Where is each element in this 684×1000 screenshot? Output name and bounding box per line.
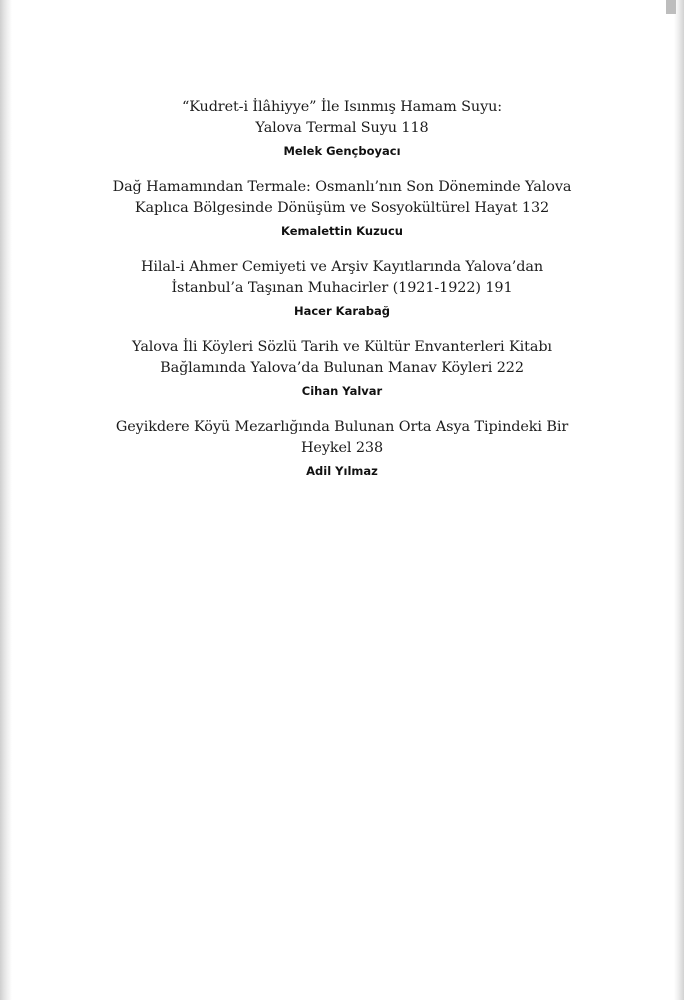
toc-entry xyxy=(70,337,614,399)
toc-entry xyxy=(70,257,614,319)
entry-author: Hacer Karabağ xyxy=(293,304,390,318)
entry-title-line: İstanbul’a Taşınan Muhacirler (1921-1922) 191 xyxy=(171,280,513,296)
entry-title xyxy=(70,417,614,459)
page-right-edge-shadow xyxy=(674,0,684,1000)
entry-title-line: Kaplıca Bölgesinde Dönüşüm ve Sosyokültürel Hayat 132 xyxy=(134,200,550,216)
entry-title xyxy=(70,257,614,299)
page-corner-mark xyxy=(666,0,676,14)
entry-title xyxy=(70,177,614,219)
toc-entry xyxy=(70,97,614,159)
entry-title-line: Yalova Termal Suyu 118 xyxy=(255,120,429,136)
entry-title-line: “Kudret-i İlâhiyye” İle Isınmış Hamam Suyu: xyxy=(181,99,503,115)
entry-title xyxy=(70,97,614,139)
entry-author: Melek Gençboyacı xyxy=(283,144,401,158)
entry-author: Kemalettin Kuzucu xyxy=(281,224,403,238)
entry-title-line: Heykel 238 xyxy=(300,440,384,456)
entry-title-line: Dağ Hamamından Termale: Osmanlı’nın Son Döneminde Yalova xyxy=(112,179,572,195)
entry-title-line: Yalova İli Köyleri Sözlü Tarih ve Kültür Envanterleri Kitabı xyxy=(132,339,552,355)
entry-author: Cihan Yalvar xyxy=(301,384,383,398)
entry-title-line: Hilal-i Ahmer Cemiyeti ve Arşiv Kayıtlarında Yalova’dan xyxy=(140,259,544,275)
page-left-edge-shadow xyxy=(0,0,12,1000)
table-of-contents xyxy=(70,97,614,497)
toc-entry xyxy=(70,417,614,479)
entry-title xyxy=(70,337,614,379)
entry-author: Adil Yılmaz xyxy=(306,464,378,478)
toc-entry xyxy=(70,177,614,239)
entry-title-line: Geyikdere Köyü Mezarlığında Bulunan Orta Asya Tipindeki Bir xyxy=(115,419,569,435)
entry-title-line: Bağlamında Yalova’da Bulunan Manav Köyleri 222 xyxy=(160,360,524,376)
